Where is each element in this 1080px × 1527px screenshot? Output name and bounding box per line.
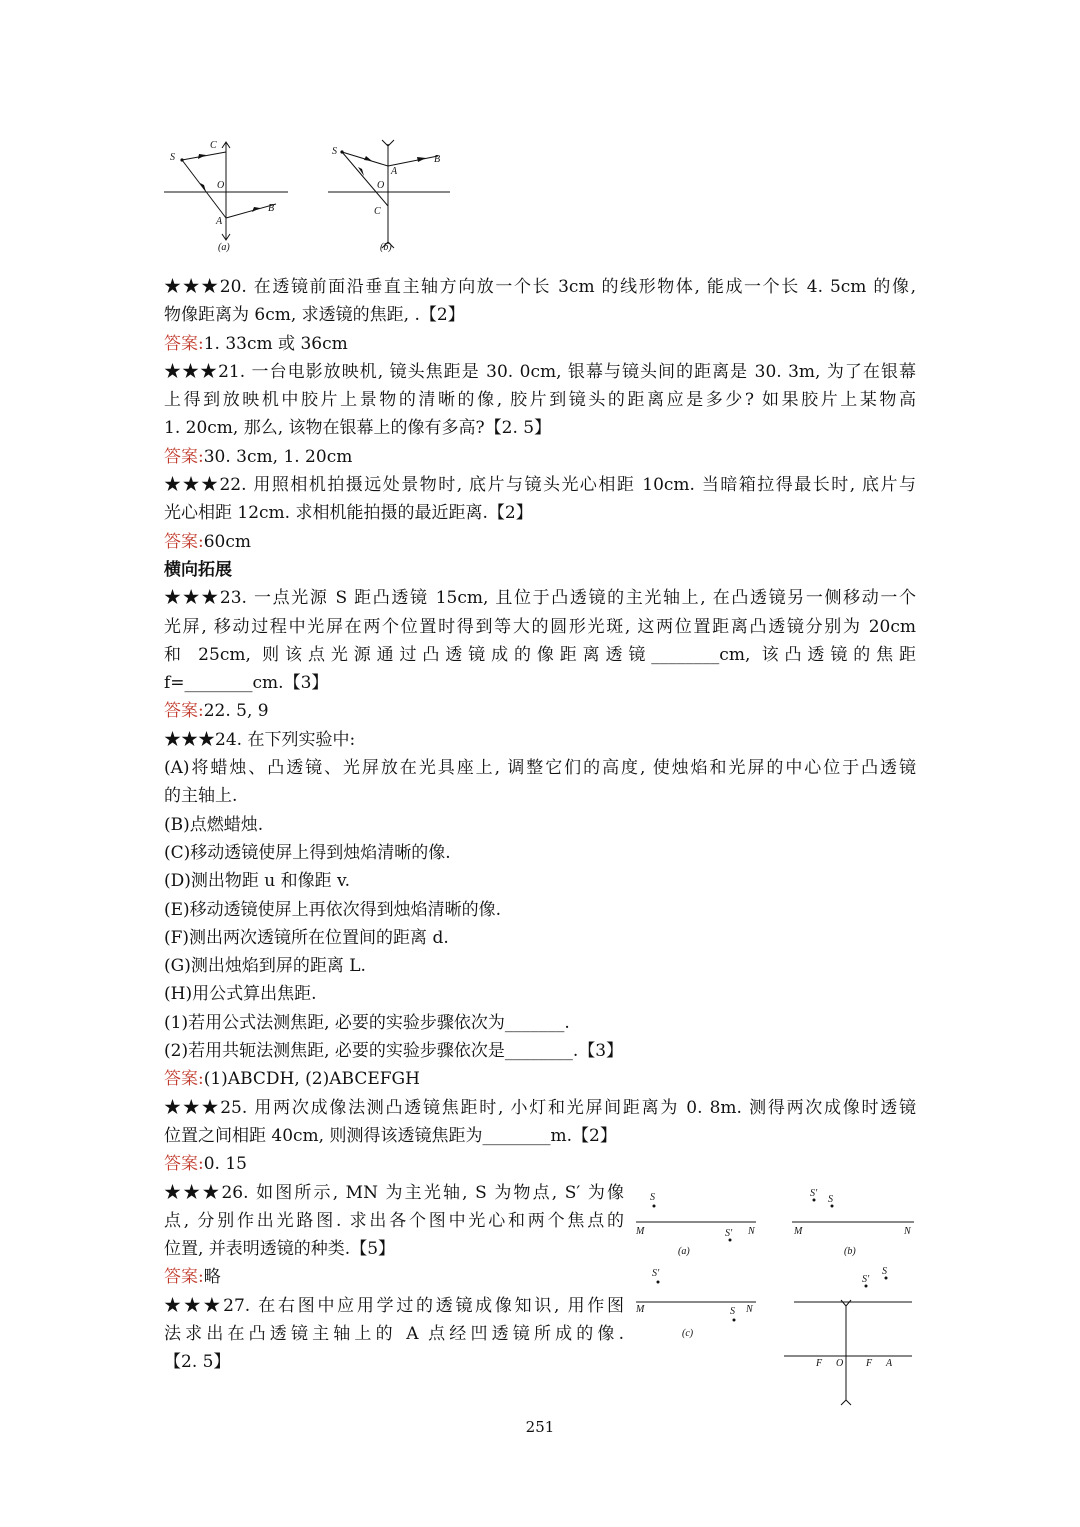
q24-sub-1: (1)若用公式法测焦距, 必要的实验步骤依次为_______. [164,1012,570,1033]
figure-top-b [322,136,457,256]
q24-step-a-line-1: (A)将蜡烛、凸透镜、光屏放在光具座上, 调整它们的高度, 使烛焰和光屏的中心位于凸透镜 [164,758,916,779]
fig-rd-label-f1: F [816,1358,823,1369]
fig-a-label-b: B [268,203,275,214]
q25-line-1: ★★★25. 用两次成像法测凸透镜焦距时, 小灯和光屏间距离为 0. 8m. 测得两次成像时透镜 [164,1097,916,1118]
answer-20-value: 1. 33cm 或 36cm [203,333,348,354]
answer-25 [164,1150,916,1178]
answer-21 [164,443,916,471]
fig-b-label-a: A [391,166,398,177]
figure-right-c [632,1268,762,1342]
fig-a-label-s: S [170,152,175,163]
answer-24-label: 答案: [164,1069,204,1090]
answer-24-value: (1)ABCDH, (2)ABCEFGH [203,1069,420,1090]
fig-a-label-c: C [210,140,217,151]
answer-23 [164,697,916,725]
fig-ra-caption: (a) [678,1246,690,1257]
answer-26-value: 略 [203,1267,221,1288]
answer-20 [164,330,916,358]
fig-rd-label-s: S [882,1266,887,1277]
q24-step-d: (D)测出物距 u 和像距 v. [164,871,351,892]
answer-25-value: 0. 15 [203,1154,247,1175]
fig-b-label-c: C [374,206,381,217]
q24-step-b: (B)点燃蜡烛. [164,814,264,835]
fig-a-caption: (a) [218,242,230,253]
fig-rd-label-o: O [836,1358,844,1369]
q23-line-4: f=________cm.【3】 [164,673,329,694]
figure-right-a [632,1188,762,1260]
q26-line-2: 点, 分别作出光路图. 求出各个图中光心和两个焦点的 [164,1210,624,1231]
q26-line-1: ★★★26. 如图所示, MN 为主光轴, S 为物点, S′ 为像 [164,1182,624,1203]
fig-ra-label-n: N [748,1226,755,1237]
answer-22 [164,528,916,556]
fig-rb-label-s: S [828,1194,833,1205]
fig-rb-label-n: N [904,1226,911,1237]
fig-rd-label-f2: F [866,1358,873,1369]
q24-step-f: (F)测出两次透镜所在位置间的距离 d. [164,927,449,948]
q25-line-2: 位置之间相距 40cm, 则测得该透镜焦距为________m.【2】 [164,1125,617,1146]
fig-ra-label-s: S [650,1192,655,1203]
q24-intro: ★★★24. 在下列实验中: [164,729,356,750]
fig-ra-label-sp: S′ [725,1228,733,1239]
q23-line-3: 和 25cm, 则该点光源通过凸透镜成的像距离透镜________cm, 该凸透镜的焦距 [164,644,916,665]
fig-rc-label-sp: S′ [652,1268,660,1279]
q21-line-1: ★★★21. 一台电影放映机, 镜头焦距是 30. 0cm, 银幕与镜头间的距离是 30. 3m, 为了在银幕 [164,361,916,382]
q23-line-2: 光屏, 移动过程中光屏在两个位置时得到等大的圆形光斑, 这两位置距离凸透镜分别为 20cm [164,616,916,637]
fig-b-label-s: S [332,146,337,157]
fig-b-label-o: O [377,180,385,191]
fig-rc-label-s: S [730,1306,735,1317]
q22-line-2: 光心相距 12cm. 求相机能拍摄的最近距离.【2】 [164,503,533,524]
page-number: 251 [525,1418,555,1436]
fig-b-caption: (b) [380,242,392,253]
q24-sub-2: (2)若用共轭法测焦距, 必要的实验步骤依次是________.【3】 [164,1041,624,1062]
section-heading: 横向拓展 [164,559,232,580]
answer-24 [164,1065,916,1093]
answer-21-value: 30. 3cm, 1. 20cm [203,446,353,467]
q23-line-1: ★★★23. 一点光源 S 距凸透镜 15cm, 且位于凸透镜的主光轴上, 在凸透镜另一侧移动一个 [164,588,916,609]
fig-rd-label-a: A [886,1358,893,1369]
q26-line-3: 位置, 并表明透镜的种类.【5】 [164,1239,396,1260]
answer-22-label: 答案: [164,531,204,552]
answer-21-label: 答案: [164,446,204,467]
q22-line-1: ★★★22. 用照相机拍摄远处景物时, 底片与镜头光心相距 10cm. 当暗箱拉得最长时, 底片与 [164,475,916,496]
q24-step-e: (E)移动透镜使屏上再依次得到烛焰清晰的像. [164,899,502,920]
q27-line-2: 法求出在凸透镜主轴上的 A 点经凹透镜所成的像. [164,1323,624,1344]
figure-top-a [160,136,295,256]
fig-rc-label-m: M [636,1304,645,1315]
fig-rb-label-m: M [794,1226,803,1237]
fig-a-label-a: A [216,216,223,227]
fig-rd-label-sp: S′ [862,1274,870,1285]
q27-line-3: 【2. 5】 [164,1352,231,1373]
fig-rb-caption: (b) [844,1246,856,1257]
fig-a-label-o: O [217,180,225,191]
fig-b-label-b: B [434,154,441,165]
figure-right-b [788,1188,918,1260]
q24-step-a-line-2: 的主轴上. [164,786,238,807]
figure-right-d [780,1264,918,1408]
q20-line-1: ★★★20. 在透镜前面沿垂直主轴方向放一个长 3cm 的线形物体, 能成一个长 4. 5cm 的像, [164,277,916,297]
q24-step-g: (G)测出烛焰到屏的距离 L. [164,956,366,977]
q24-step-h: (H)用公式算出焦距. [164,984,317,1005]
answer-25-label: 答案: [164,1154,204,1175]
answer-26-label: 答案: [164,1267,204,1288]
answer-23-value: 22. 5, 9 [203,701,269,722]
answer-22-value: 60cm [203,531,252,552]
q20-line-2: 物像距离为 6cm, 求透镜的焦距, .【2】 [164,305,465,326]
fig-ra-label-m: M [636,1226,645,1237]
q24-step-c: (C)移动透镜使屏上得到烛焰清晰的像. [164,842,451,863]
fig-rc-caption: (c) [682,1328,694,1339]
fig-rb-label-sp: S′ [810,1188,818,1199]
answer-23-label: 答案: [164,701,204,722]
q21-line-2: 上得到放映机中胶片上景物的清晰的像, 胶片到镜头的距离应是多少? 如果胶片上某物高 [164,390,916,411]
answer-20-label: 答案: [164,333,204,354]
q21-line-3: 1. 20cm, 那么, 该物在银幕上的像有多高?【2. 5】 [164,418,552,439]
fig-rc-label-n: N [746,1304,753,1315]
q27-line-1: ★★★27. 在右图中应用学过的透镜成像知识, 用作图 [164,1295,624,1316]
